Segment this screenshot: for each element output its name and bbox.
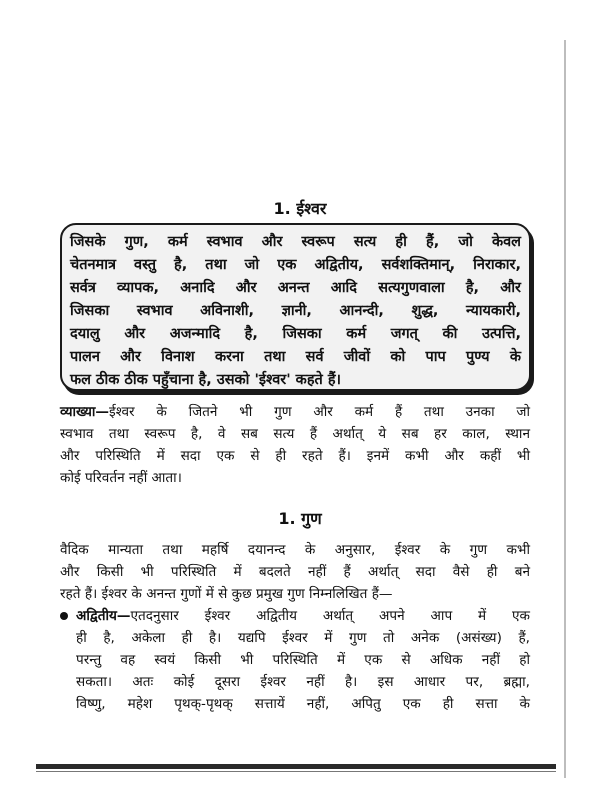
paragraph-line: रहते हैं। ईश्वर के अनन्त गुणों में से कुछ प्रमुख गुण निम्नलिखित हैं— xyxy=(60,586,393,602)
paragraph-line: स्वभाव तथा स्वरूप है, वे सब सत्य हैं अर्थात् ये सब हर काल, स्थान xyxy=(60,426,530,442)
definition-line: सर्वत्र व्यापक, अनादि और अनन्त आदि सत्यगुणवाला है, और xyxy=(70,280,521,296)
paragraph-line: विष्णु, महेश पृथक्-पृथक् सत्तायें नहीं, अपितु एक ही सत्ता के xyxy=(76,696,530,712)
paragraph-line: ही है, अकेला ही है। यद्यपि ईश्वर में गुण तो अनेक (असंख्य) हैं, xyxy=(76,630,530,646)
section-paragraph xyxy=(60,539,530,605)
explanation-lead: व्याख्या— xyxy=(60,404,110,420)
explanation-paragraph xyxy=(60,401,530,489)
definition-line: जिसके गुण, कर्म स्वभाव और स्वरूप सत्य ही हैं, जो केवल xyxy=(70,234,521,250)
definition-line: फल ठीक ठीक पहुँचाना है, उसको 'ईश्वर' कहते हैं। xyxy=(70,372,342,388)
definition-line: दयालु और अजन्मादि है, जिसका कर्म जगत् की उत्पत्ति, xyxy=(70,326,521,342)
paragraph-line: कोई परिवर्तन नहीं आता। xyxy=(60,470,182,486)
bullet-text: एतदनुसार ईश्वर अद्वितीय अर्थात् अपने आप में एक xyxy=(130,608,530,624)
bullet-icon xyxy=(60,612,68,620)
page-bottom-rule xyxy=(36,764,556,769)
bullet-lead: अद्वितीय— xyxy=(76,608,131,624)
definition-line: जिसका स्वभाव अविनाशी, ज्ञानी, आनन्दी, शुद्ध, न्यायकारी, xyxy=(70,303,521,319)
page-edge xyxy=(564,40,566,778)
explanation-text: ईश्वर के जितने भी गुण और कर्म हैं तथा उनका जो xyxy=(109,404,530,420)
paragraph-line: और किसी भी परिस्थिति में बदलते नहीं हैं अर्थात् सदा वैसे ही बने xyxy=(60,564,530,580)
paragraph-line: और परिस्थिति में सदा एक से ही रहते हैं। इनमें कभी और कहीं भी xyxy=(60,448,530,464)
paragraph-line: सकता। अतः कोई दूसरा ईश्वर नहीं है। इस आधार पर, ब्रह्मा, xyxy=(76,674,530,690)
paragraph-line xyxy=(76,605,530,627)
definition-line: पालन और विनाश करना तथा सर्व जीवों को पाप पुण्य के xyxy=(70,349,521,365)
section-heading: 1. गुण xyxy=(278,509,322,528)
definition-box xyxy=(60,223,531,391)
page-title: 1. ईश्वर xyxy=(273,199,327,218)
bullet-paragraph xyxy=(76,605,530,715)
definition-line: चेतनमात्र वस्तु है, तथा जो एक अद्वितीय, सर्वशक्तिमान्, निराकार, xyxy=(70,257,521,273)
paragraph-line xyxy=(60,401,530,423)
paragraph-line: परन्तु वह स्वयं किसी भी परिस्थिति में एक से अधिक नहीं हो xyxy=(76,652,530,668)
paragraph-line: वैदिक मान्यता तथा महर्षि दयानन्द के अनुसार, ईश्वर के गुण कभी xyxy=(60,542,530,558)
page-bottom-rule-thin xyxy=(36,771,556,772)
